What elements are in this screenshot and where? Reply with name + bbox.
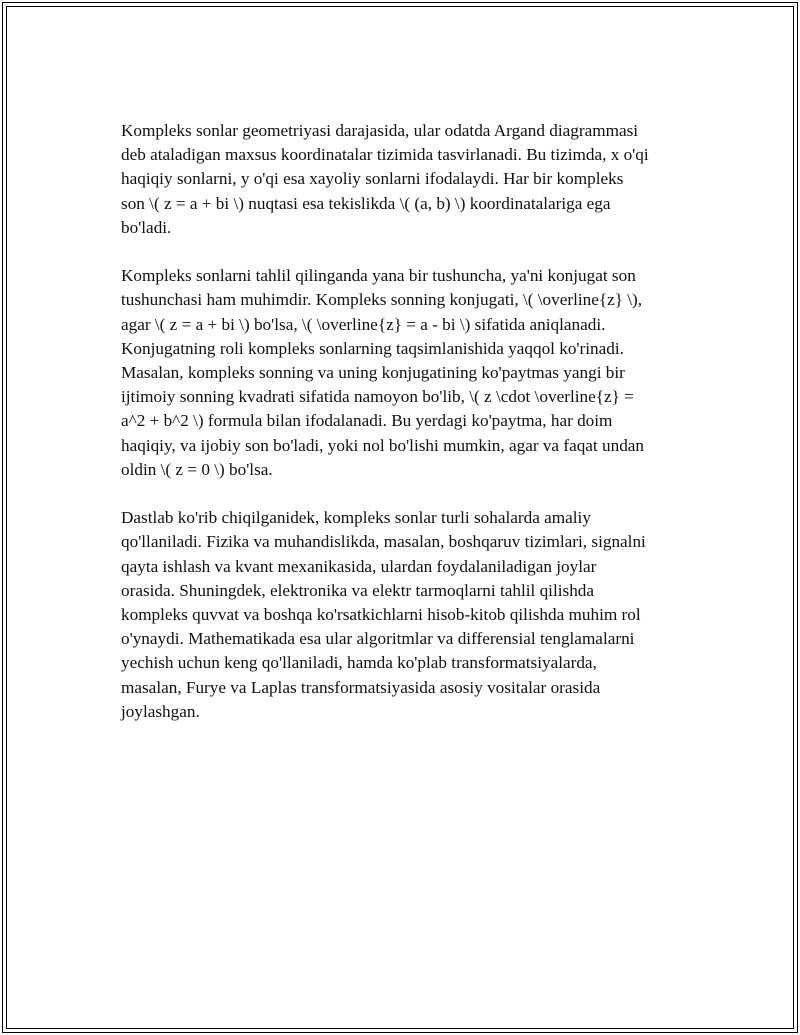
text-line: qayta ishlash va kvant mexanikasida, ulardan foydalaniladigan joylar <box>121 556 597 576</box>
paragraph-conjugate <box>121 264 701 482</box>
text-line: Dastlab ko'rib chiqilganidek, kompleks sonlar turli sohalarda amaliy <box>121 508 591 528</box>
text-line: o'ynaydi. Mathematikada esa ular algoritmlar va differensial tenglamalarni <box>121 629 635 649</box>
text-line: agar \( z = a + bi \) bo'lsa, \( \overline{z} = a - bi \) sifatida aniqlanadi. <box>121 314 606 334</box>
text-line: son \( z = a + bi \) nuqtasi esa tekislikda \( (a, b) \) koordinatalariga ega <box>121 193 611 213</box>
text-line: bo'ladi. <box>121 217 172 237</box>
text-line: yechish uchun keng qo'llaniladi, hamda ko'plab transformatsiyalarda, <box>121 653 597 673</box>
text-line: ijtimoiy sonning kvadrati sifatida namoyon bo'lib, \( z \cdot \overline{z} = <box>121 387 634 407</box>
text-line: joylashgan. <box>121 701 200 721</box>
text-line: haqiqiy sonlarni, y o'qi esa xayoliy sonlarni ifodalaydi. Har bir kompleks <box>121 169 624 189</box>
text-line: qo'llaniladi. Fizika va muhandislikda, masalan, boshqaruv tizimlari, signalni <box>121 532 646 552</box>
text-line: kompleks quvvat va boshqa ko'rsatkichlarni hisob-kitob qilishda muhim rol <box>121 605 641 625</box>
text-line: tushunchasi ham muhimdir. Kompleks sonning konjugati, \( \overline{z} \), <box>121 290 643 310</box>
text-line: Kompleks sonlarni tahlil qilinganda yana bir tushuncha, ya'ni konjugat son <box>121 266 636 286</box>
text-line: a^2 + b^2 \) formula bilan ifodalanadi. Bu yerdagi ko'paytma, har doim <box>121 411 613 431</box>
text-line: oldin \( z = 0 \) bo'lsa. <box>121 459 273 479</box>
text-line: Konjugatning roli kompleks sonlarning taqsimlanishida yaqqol ko'rinadi. <box>121 338 624 358</box>
page-border <box>2 2 798 1033</box>
text-line: Masalan, kompleks sonning va uning konjugatining ko'paytmas yangi bir <box>121 363 625 383</box>
text-line: Kompleks sonlar geometriyasi darajasida, ular odatda Argand diagrammasi <box>121 121 639 140</box>
paragraph-applications <box>121 506 701 724</box>
document-body <box>121 119 701 748</box>
text-line: orasida. Shuningdek, elektronika va elektr tarmoqlarni tahlil qilishda <box>121 580 595 600</box>
text-line: deb ataladigan maxsus koordinatalar tizimida tasvirlanadi. Bu tizimda, x o'qi <box>121 145 649 165</box>
text-line: haqiqiy, va ijobiy son bo'ladi, yoki nol bo'lishi mumkin, agar va faqat undan <box>121 435 645 455</box>
text-line: masalan, Furye va Laplas transformatsiyasida asosiy vositalar orasida <box>121 677 601 697</box>
paragraph-argand-diagram <box>121 119 701 240</box>
